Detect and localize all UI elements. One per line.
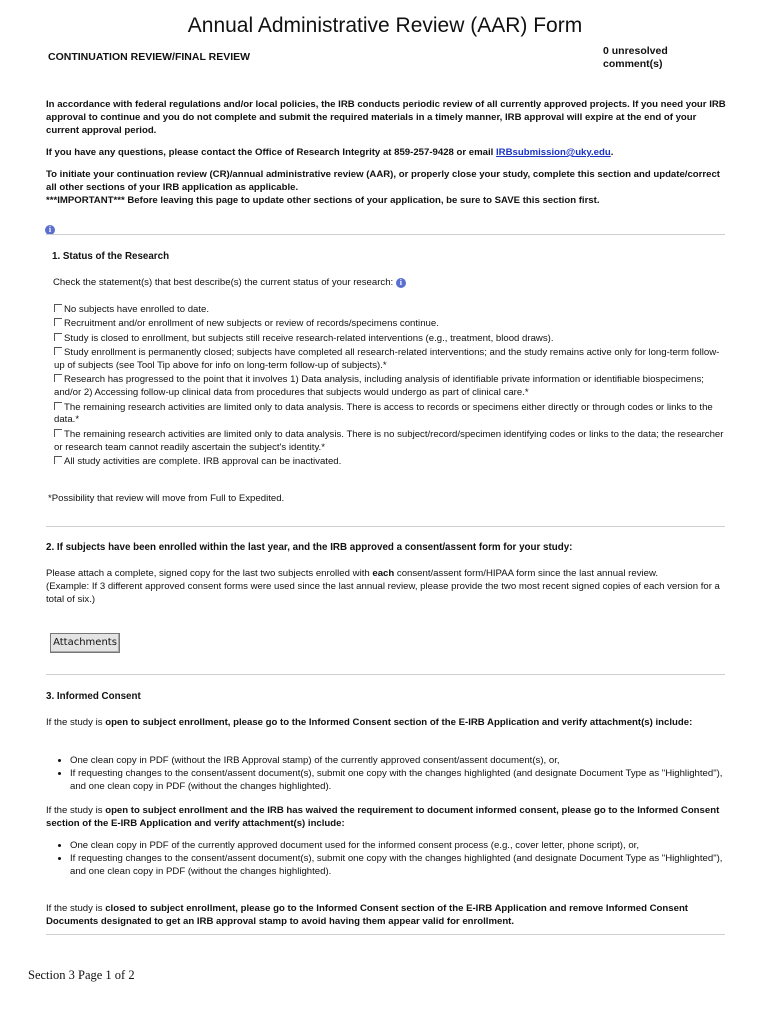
- section2-text-a: Please attach a complete, signed copy for the last two subjects enrolled with: [46, 568, 373, 579]
- section2-example: (Example: If 3 different approved consent forms were used since the last annual review, please provide the two most recent signed copies of each version for a total of six.): [46, 580, 720, 605]
- section2-instructions: [46, 568, 726, 606]
- status-option-label: Study is closed to enrollment, but subjects still receive research-related interventions (e.g., treatment, blood draws).: [64, 332, 554, 344]
- contact-text: If you have any questions, please contact the Office of Research Integrity at 859-257-9428 or email: [46, 147, 497, 158]
- section3-p2-bold: open to subject enrollment and the IRB has waived the requirement to document informed consent, please go to the Informed Consent section of the E-IRB Application and verify attachment(s) include:: [46, 805, 720, 829]
- form-subtitle: CONTINUATION REVIEW/FINAL REVIEW: [48, 51, 251, 63]
- contact-end: .: [610, 147, 614, 158]
- checkbox[interactable]: [54, 374, 62, 382]
- status-option[interactable]: [54, 402, 726, 428]
- section3-waived: [46, 805, 726, 831]
- status-option[interactable]: [54, 318, 726, 331]
- status-option-label: The remaining research activities are limited only to data analysis. There is no subject/record/specimen identifying codes or links to the data; the researcher or research team cannot readily ascertain the subject's identity.*: [54, 428, 724, 453]
- section1-prompt: [53, 277, 653, 290]
- section3-open-enrollment: [46, 717, 726, 730]
- status-options: [54, 304, 726, 470]
- checkbox[interactable]: [54, 429, 62, 437]
- status-option-label: All study activities are complete. IRB approval can be inactivated.: [64, 455, 342, 467]
- list-item: • If requesting changes to the consent/assent document(s), submit one copy with the changes highlighted (and designate Document Type as "Highlighted"), and one clean copy in PDF (without the changes highlighted).: [70, 853, 726, 879]
- list-item: • One clean copy in PDF (without the IRB Approval stamp) of the currently approved consent/assent document(s), or,: [70, 755, 726, 768]
- section1-footnote: *Possibility that review will move from Full to Expedited.: [48, 493, 285, 504]
- checkbox[interactable]: [54, 318, 62, 326]
- checkbox[interactable]: [54, 402, 62, 410]
- instructions-paragraph: [46, 169, 726, 207]
- section2-title: 2. If subjects have been enrolled within the last year, and the IRB approved a consent/assent form for your study:: [46, 542, 573, 553]
- page-footer: Section 3 Page 1 of 2: [28, 968, 135, 982]
- section3-list2: [46, 840, 726, 878]
- info-icon-glyph: i: [45, 225, 55, 235]
- section3-p3-bold: closed to subject enrollment, please go to the Informed Consent section of the E-IRB Application and remove Informed Consent Documents designated to get an IRB approval stamp to avoid having them appear valid for enrollment.: [46, 903, 688, 927]
- status-option[interactable]: [54, 304, 726, 317]
- divider: [46, 526, 725, 527]
- status-option-label: Research has progressed to the point that it involves 1) Data analysis, including analysis of identifiable private information or identifiable biospecimens; and/or 2) Accessing follow-up clinical data from procedures that subjects would undergo as part of clinical care.*: [54, 374, 704, 399]
- status-option-label: The remaining research activities are limited only to data analysis. There is access to records or specimens either directly or through codes or links to the data.*: [54, 401, 713, 426]
- initiate-text: To initiate your continuation review (CR)/annual administrative review (AAR), or properly close your study, complete this section and update/correct all other sections of your IRB application as applicable.: [46, 169, 720, 193]
- divider: [46, 674, 725, 675]
- section3-p1-bold: open to subject enrollment, please go to the Informed Consent section of the E-IRB Application and verify attachment(s) include:: [105, 717, 693, 728]
- list-item: • One clean copy in PDF of the currently approved document used for the informed consent process (e.g., cover letter, phone script), or,: [70, 840, 726, 853]
- section2-text-b: consent/assent form/HIPAA form since the last annual review.: [394, 568, 659, 579]
- checkbox[interactable]: [54, 333, 62, 341]
- status-option[interactable]: [54, 347, 726, 373]
- section3-list1: [46, 755, 726, 793]
- status-option-label: Recruitment and/or enrollment of new subjects or review of records/specimens continue.: [64, 318, 439, 330]
- checkbox[interactable]: [54, 304, 62, 312]
- contact-paragraph: [46, 147, 726, 160]
- section3-p3-lead: If the study is: [46, 903, 106, 914]
- status-option[interactable]: [54, 456, 726, 469]
- intro-paragraph: In accordance with federal regulations and/or local policies, the IRB conducts periodic review of all currently approved projects. If you need your IRB approval to continue and you do not complete and submit the required materials in a timely manner, IRB approval will expire at the end of your current approval period.: [46, 99, 726, 136]
- divider: [46, 934, 725, 935]
- status-option[interactable]: [54, 333, 726, 346]
- section3-p1-lead: If the study is: [46, 717, 106, 728]
- email-link[interactable]: IRBsubmission@uky.edu: [496, 147, 611, 158]
- section3-closed: [46, 903, 726, 929]
- status-option[interactable]: [54, 429, 726, 455]
- status-option-label: No subjects have enrolled to date.: [64, 304, 210, 315]
- section3-p2-lead: If the study is: [46, 805, 106, 816]
- status-option-label: Study enrollment is permanently closed; subjects have completed all research-related interventions; and the study remains active only for long-term follow-up of subjects (see Tool Tip above for info on long-term follow-up of subjects).*: [54, 347, 720, 371]
- section2-text-bold: each: [372, 568, 395, 579]
- unresolved-comments[interactable]: 0 unresolved comment(s): [603, 45, 668, 70]
- divider: [46, 234, 725, 235]
- list-item: • If requesting changes to the consent/assent document(s), submit one copy with the changes highlighted (and designate Document Type as "Highlighted"), and one clean copy in PDF (without the changes highlighted).: [70, 768, 726, 794]
- status-option[interactable]: [54, 374, 726, 400]
- checkbox[interactable]: [54, 347, 62, 355]
- attachments-button[interactable]: Attachments: [50, 633, 120, 653]
- form-title: Annual Administrative Review (AAR) Form: [187, 14, 583, 37]
- section2-text: [46, 568, 726, 581]
- section1-prompt-text: Check the statement(s) that best describe(s) the current status of your research:: [53, 277, 394, 288]
- tooltip-info-icon[interactable]: i: [396, 278, 406, 288]
- checkbox[interactable]: [54, 456, 62, 464]
- important-text: ***IMPORTANT*** Before leaving this page to update other sections of your application, be sure to SAVE this section first.: [46, 194, 600, 206]
- section3-title: 3. Informed Consent: [46, 691, 141, 702]
- section1-title: 1. Status of the Research: [52, 251, 170, 262]
